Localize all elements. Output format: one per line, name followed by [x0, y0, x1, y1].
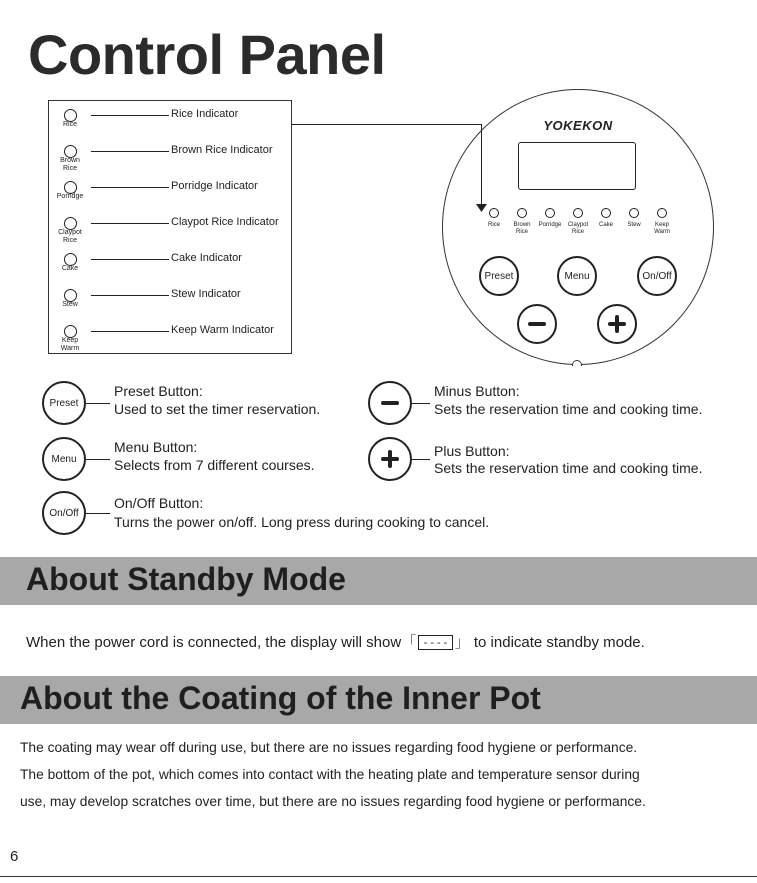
onoff-button-name: On/Off Button:	[114, 495, 204, 511]
panel-preset-button[interactable]: Preset	[479, 256, 519, 296]
coating-line: The coating may wear off during use, but there are no issues regarding food hygiene or performance.	[20, 740, 638, 755]
minus-icon	[378, 391, 402, 415]
standby-display-symbol: ----	[418, 635, 453, 650]
coating-line: The bottom of the pot, which comes into contact with the heating plate and temperature sensor during	[20, 767, 640, 782]
indicator-label: Keep Warm Indicator	[171, 324, 274, 336]
indicator-row-stew	[49, 289, 293, 325]
panel-minus-button[interactable]	[517, 304, 557, 344]
plus-button-icon	[368, 437, 412, 481]
indicator-small-label: Stew	[62, 301, 78, 308]
menu-button-name: Menu Button:	[114, 439, 198, 455]
section-header-standby	[0, 557, 757, 605]
page-title: Control Panel	[28, 23, 386, 86]
brand-logo: YOKEKON	[543, 118, 613, 133]
indicator-label: Cake Indicator	[171, 252, 242, 264]
preset-button-desc: Used to set the timer reservation.	[114, 401, 321, 417]
indicator-row-brown-rice	[49, 145, 293, 181]
panel-plus-button[interactable]	[597, 304, 637, 344]
leader-line	[86, 403, 110, 404]
panel-indicator-label: Porridge	[538, 222, 562, 228]
indicator-row-rice	[49, 109, 293, 145]
panel-menu-button[interactable]: Menu	[557, 256, 597, 296]
panel-indicator-light	[517, 208, 527, 218]
panel-indicator-label: Keep Warm	[654, 222, 670, 235]
leader-line	[91, 331, 169, 332]
preset-button-name: Preset Button:	[114, 383, 203, 399]
indicator-small-label: Claypot Rice	[58, 229, 82, 244]
section-heading: About Standby Mode	[26, 561, 346, 597]
panel-indicator-label: Brown Rice	[513, 222, 531, 235]
plus-icon	[378, 447, 402, 471]
panel-indicator-label: Claypot Rice	[567, 222, 589, 235]
standby-text-after: 」 to indicate standby mode.	[454, 634, 645, 651]
minus-button-icon	[368, 381, 412, 425]
standby-text	[26, 631, 645, 652]
standby-text-before: When the power cord is connected, the display will show「	[26, 634, 417, 651]
leader-line	[91, 259, 169, 260]
lcd-display	[518, 142, 636, 190]
leader-line	[91, 187, 169, 188]
panel-indicator-light	[545, 208, 555, 218]
leader-line	[86, 513, 110, 514]
plus-icon	[606, 313, 628, 335]
leader-line	[412, 403, 430, 404]
indicator-label: Porridge Indicator	[171, 180, 258, 192]
coating-line: use, may develop scratches over time, but there are no issues regarding food hygiene or performance.	[20, 794, 646, 809]
footer-divider	[0, 876, 757, 877]
onoff-button-desc: Turns the power on/off. Long press during cooking to cancel.	[114, 514, 490, 530]
indicator-small-label: Porridge	[56, 193, 84, 200]
indicator-small-label: Rice	[62, 121, 77, 128]
preset-button-icon: Preset	[42, 381, 86, 425]
panel-indicator-light	[629, 208, 639, 218]
indicator-legend	[48, 100, 292, 354]
indicator-row-porridge	[49, 181, 293, 217]
indicator-label: Brown Rice Indicator	[171, 144, 273, 156]
minus-button-desc: Sets the reservation time and cooking time.	[434, 401, 703, 417]
indicator-small-label: Brown Rice	[60, 157, 80, 172]
leader-line	[412, 459, 430, 460]
leader-line	[91, 223, 169, 224]
panel-indicator-light	[573, 208, 583, 218]
menu-button-desc: Selects from 7 different courses.	[114, 457, 315, 473]
panel-notch	[572, 360, 582, 366]
panel-indicator-label: Rice	[487, 222, 500, 228]
control-panel-illustration	[442, 89, 714, 365]
indicator-row-keep-warm	[49, 325, 293, 361]
indicator-small-label: Keep Warm	[60, 337, 80, 352]
indicator-row-claypot-rice	[49, 217, 293, 253]
plus-button-desc: Sets the reservation time and cooking time.	[434, 460, 703, 476]
panel-indicator-light	[657, 208, 667, 218]
page-number: 6	[10, 848, 19, 865]
section-heading: About the Coating of the Inner Pot	[20, 680, 541, 716]
section-header-coating	[0, 676, 757, 724]
panel-indicator-light	[489, 208, 499, 218]
indicator-row-cake	[49, 253, 293, 289]
indicator-small-label: Cake	[61, 265, 79, 272]
panel-onoff-button[interactable]: On/Off	[637, 256, 677, 296]
panel-indicator-light	[601, 208, 611, 218]
panel-indicator-label: Stew	[627, 222, 641, 228]
onoff-button-icon: On/Off	[42, 491, 86, 535]
indicator-label: Claypot Rice Indicator	[171, 216, 279, 228]
indicator-label: Stew Indicator	[171, 288, 241, 300]
leader-line	[86, 459, 110, 460]
plus-button-name: Plus Button:	[434, 443, 510, 459]
leader-line	[91, 151, 169, 152]
panel-indicator-label: Cake	[598, 222, 613, 228]
indicator-label: Rice Indicator	[171, 108, 239, 120]
leader-line	[91, 115, 169, 116]
leader-line	[91, 295, 169, 296]
minus-icon	[526, 313, 548, 335]
minus-button-name: Minus Button:	[434, 383, 520, 399]
menu-button-icon: Menu	[42, 437, 86, 481]
